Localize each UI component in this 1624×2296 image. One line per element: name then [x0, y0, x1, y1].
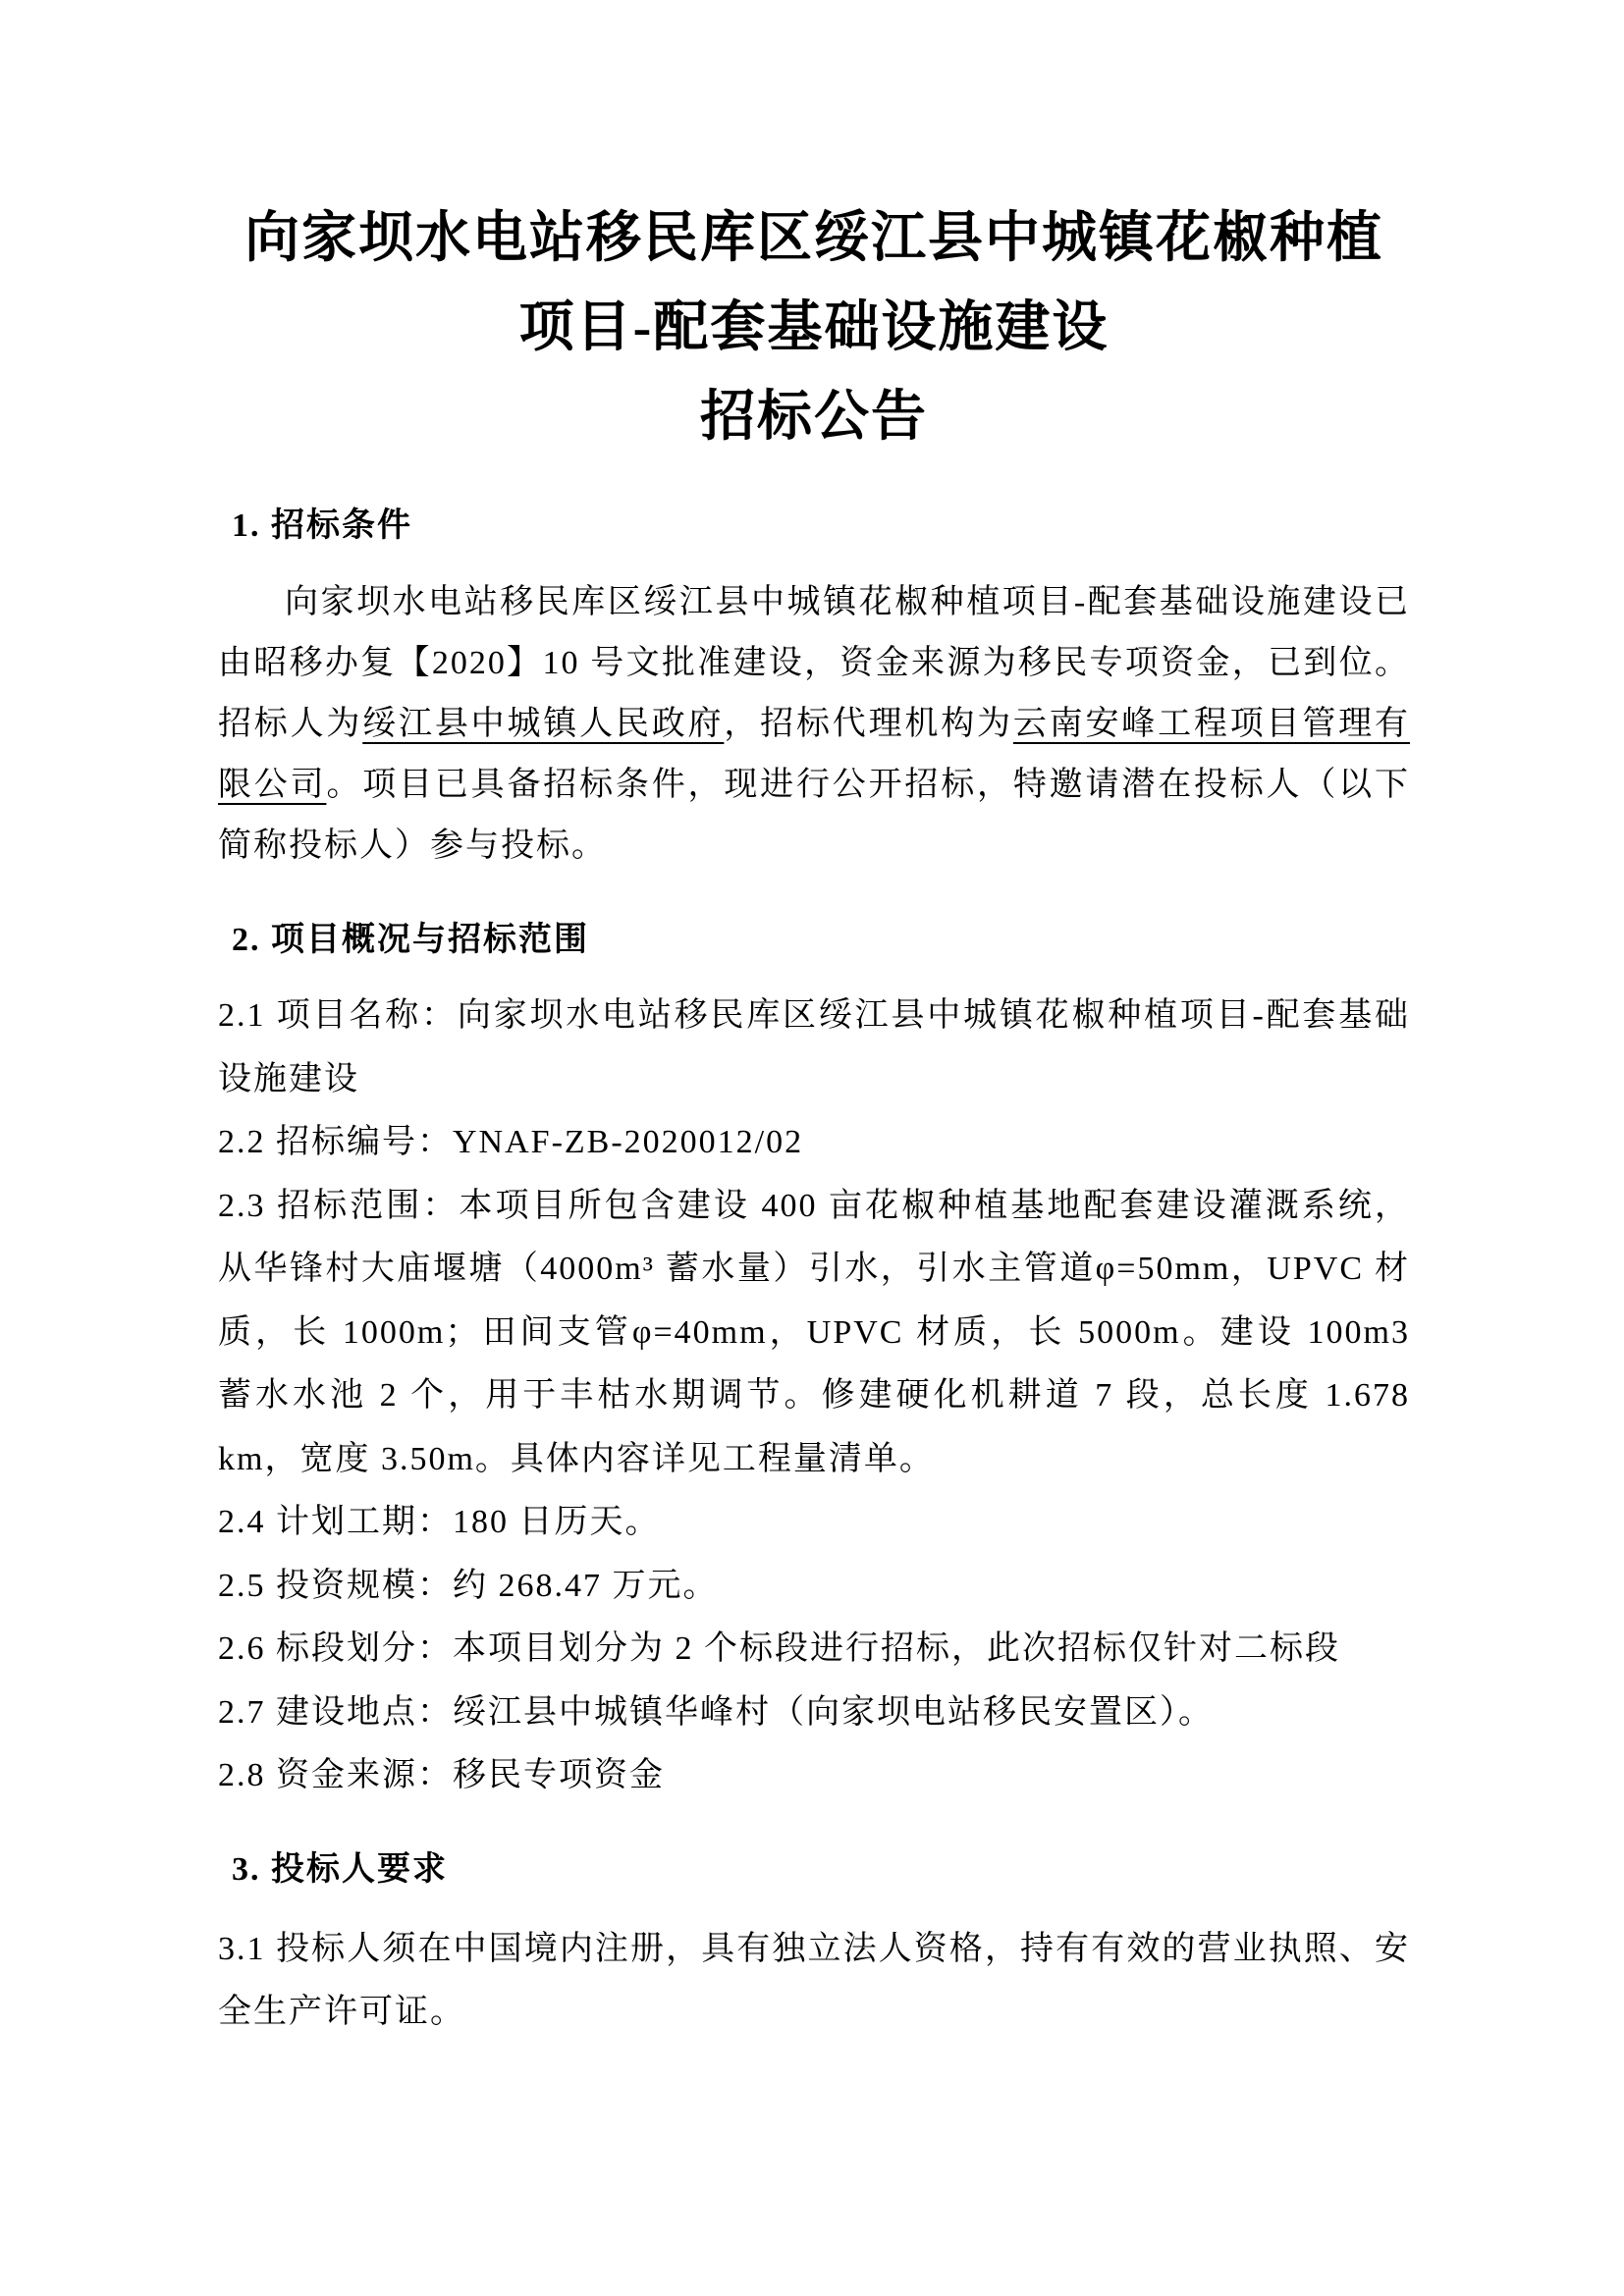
item-tender-number: 2.2 招标编号：YNAF-ZB-2020012/02 [218, 1124, 804, 1160]
bidder-requirements-paragraph: 3.1 投标人须在中国境内注册，具有独立法人资格，持有有效的营业执照、安全生产许可证。 [218, 1930, 1410, 2030]
tenderer-name-underlined: 绥江县中城镇人民政府 [362, 706, 725, 742]
item-bid-sections: 2.6 标段划分：本项目划分为 2 个标段进行招标，此次招标仅针对二标段 [218, 1630, 1340, 1667]
item-planned-duration: 2.4 计划工期：180 日历天。 [218, 1504, 661, 1540]
document-title [218, 194, 1410, 462]
item-project-name: 2.1 项目名称：向家坝水电站移民库区绥江县中城镇花椒种植项目-配套基础设施建设 [218, 997, 1410, 1097]
section-3-heading: 3. 投标人要求 [232, 1850, 448, 1888]
item-construction-site: 2.7 建设地点：绥江县中城镇华峰村（向家坝电站移民安置区）。 [218, 1693, 1214, 1731]
agency-name-underlined: 云南安峰工程项目管理有限公司 [218, 706, 1410, 803]
tender-conditions-text-1: 向家坝水电站移民库区绥江县中城镇花椒种植项目-配套基础设施建设已由昭移办复【2020】10 号文批准建设，资金来源为移民专项资金，已到位。招标人为 [218, 584, 1410, 742]
section-2-heading: 2. 项目概况与招标范围 [232, 922, 589, 958]
item-tender-scope: 2.3 招标范围：本项目所包含建设 400 亩花椒种植基地配套建设灌溉系统，从华锋村大庙堰塘（4000m³ 蓄水量）引水，引水主管道φ=50mm，UPVC 材质，长 1000m；田间支管φ=40mm，UPVC 材质，长 5000m。建设 100m3 蓄水水池 2 个，用于丰枯水期调节。修建硬化机耕道 7 段，总长度 1.678 km，宽度 3.50m。具体内容详见工程量清单。 [218, 1187, 1410, 1477]
document-title-line-1: 向家坝水电站移民库区绥江县中城镇花椒种植 [244, 208, 1383, 269]
item-investment-scale: 2.5 投资规模：约 268.47 万元。 [218, 1567, 719, 1604]
item-funding-source: 2.8 资金来源：移民专项资金 [218, 1757, 665, 1793]
tender-conditions-paragraph [218, 572, 1410, 877]
tender-conditions-text-3: 。项目已具备招标条件，现进行公开招标，特邀请潜在投标人（以下简称投标人）参与投标。 [218, 767, 1410, 864]
document-title-line-3: 招标公告 [700, 387, 928, 448]
document-title-line-2: 项目-配套基础设施建设 [518, 297, 1110, 358]
project-overview-items [218, 985, 1410, 1808]
section-1-heading: 1. 招标条件 [232, 507, 412, 544]
tender-conditions-text-2: ，招标代理机构为 [724, 706, 1013, 742]
